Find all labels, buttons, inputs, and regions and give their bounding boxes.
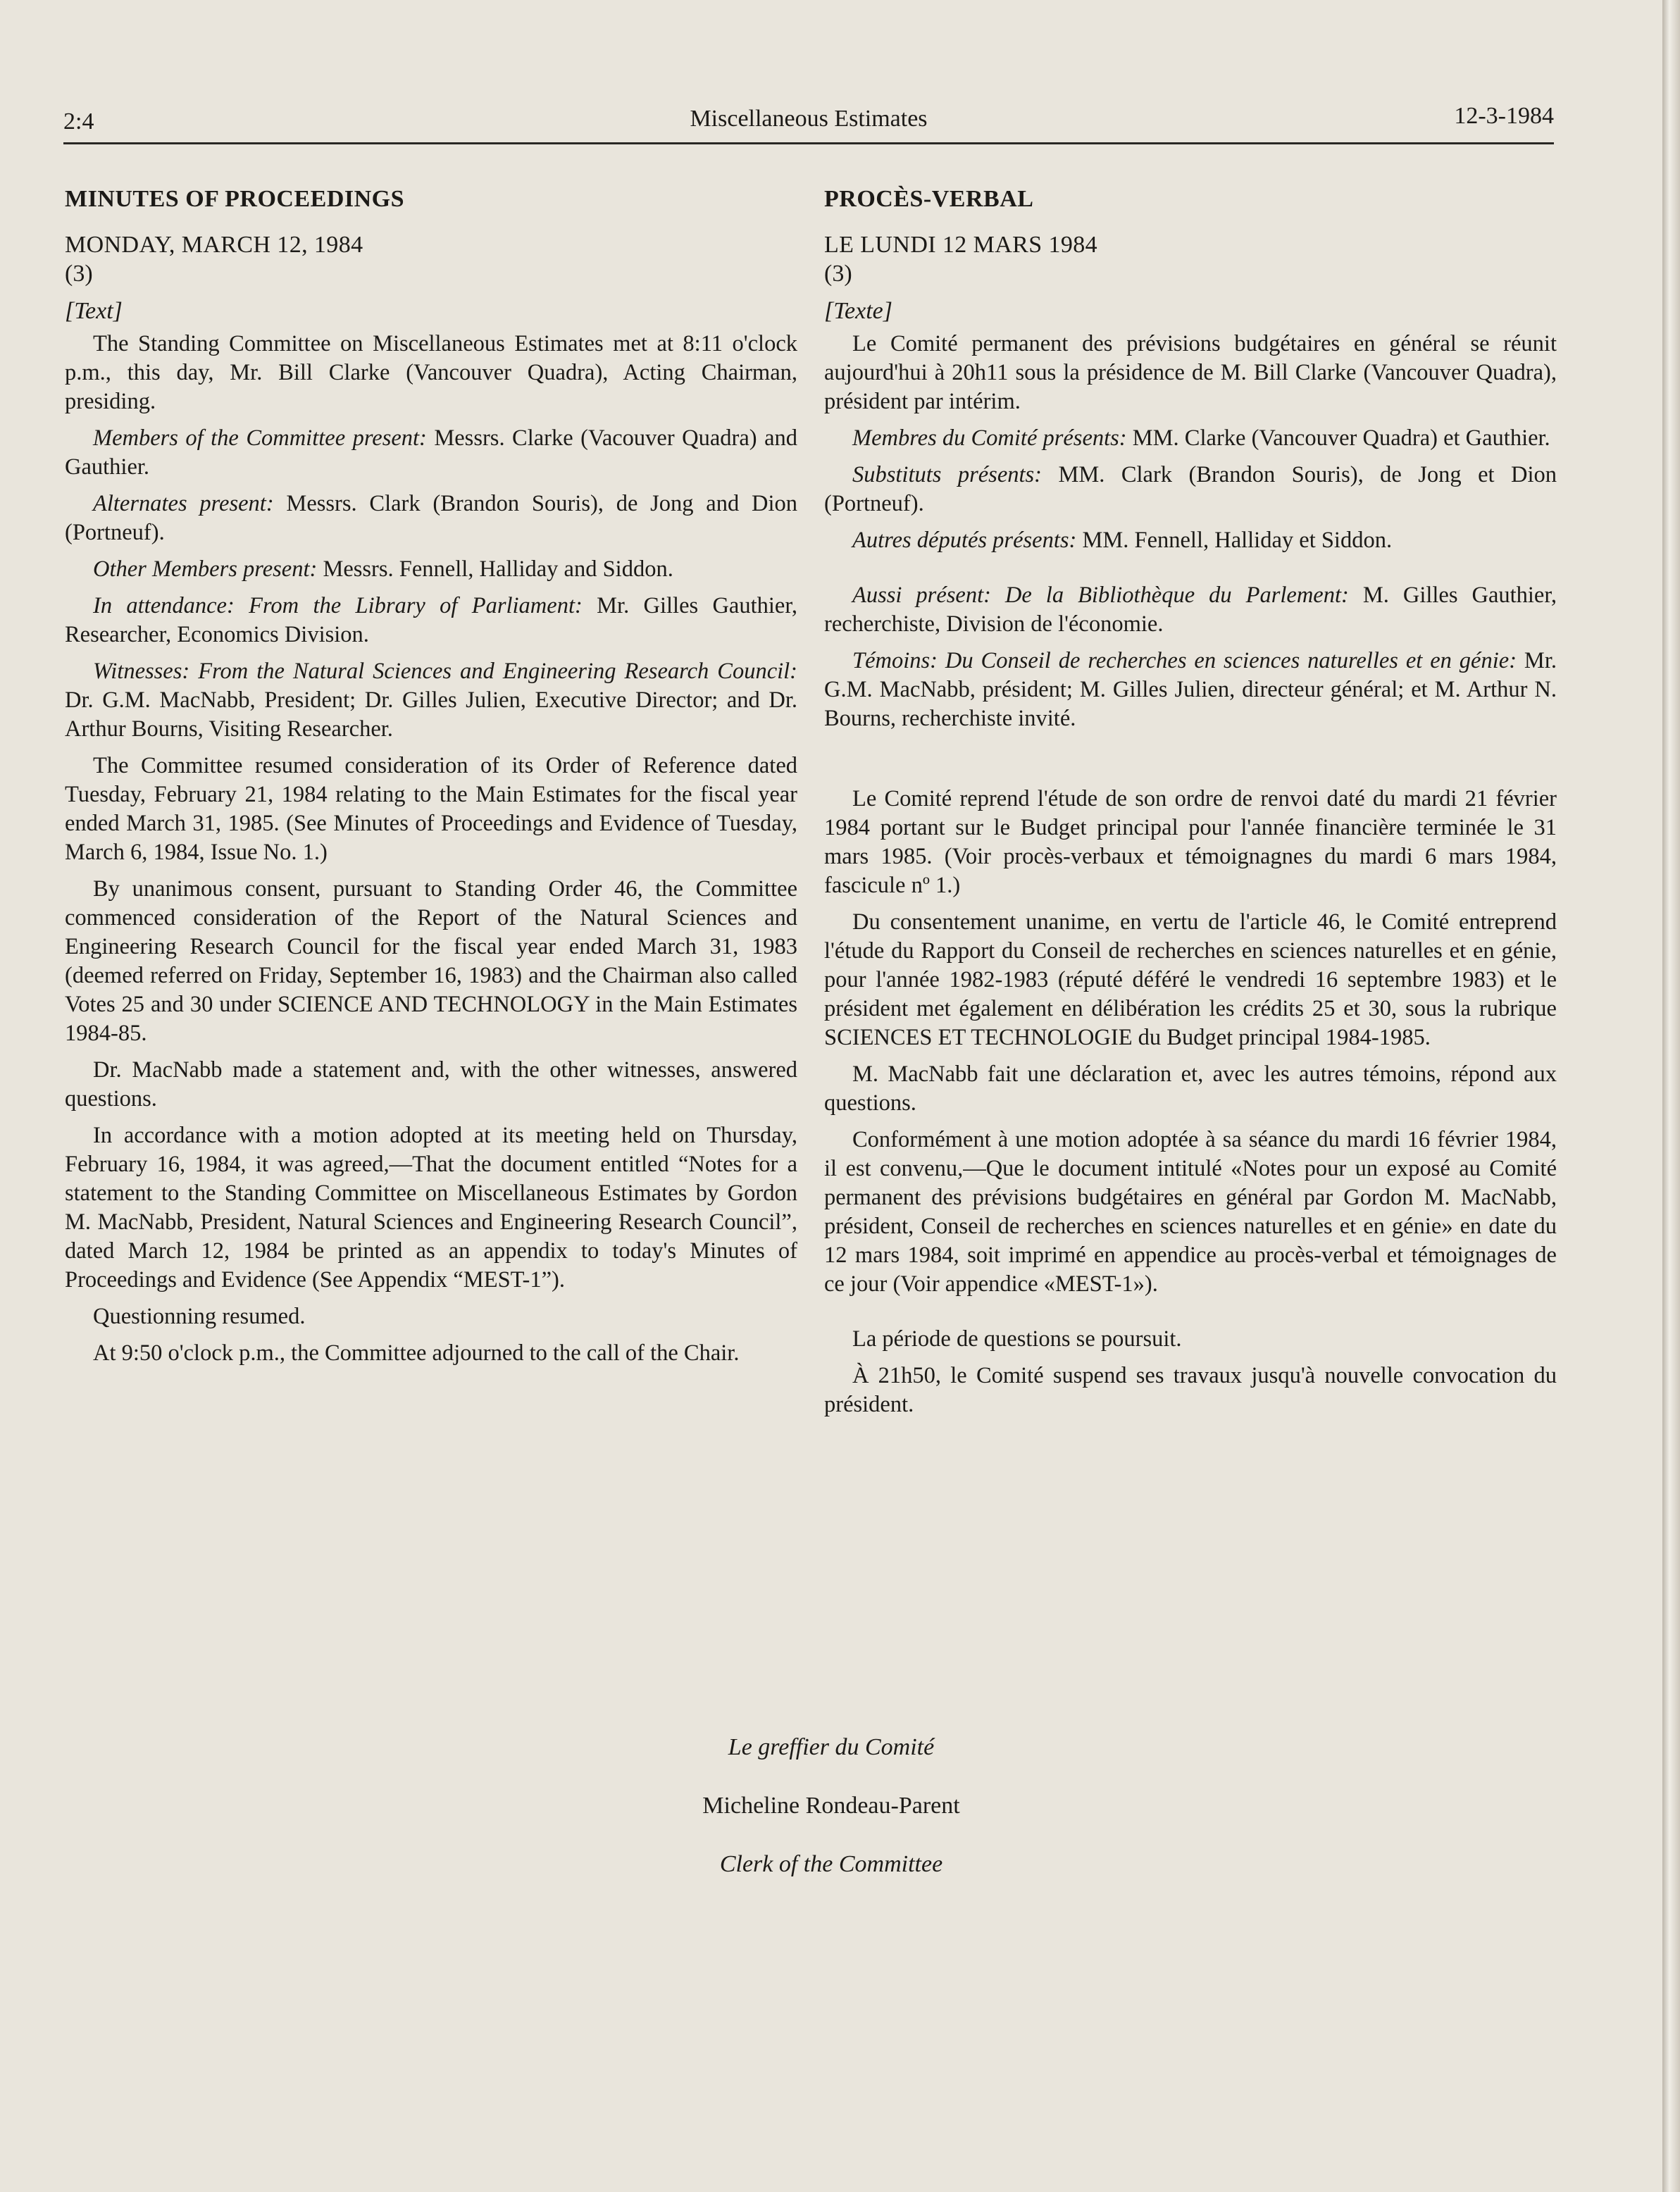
english-motion-paragraph: In accordance with a motion adopted at its meeting held on Thursday, February 16, 1984, it was agreed,—That the document entitled “Notes for a statement to the Standing Committee on Miscellaneous Estimates by Gordon M. MacNabb, President, Natural Sciences and Engineering Research Council”, dated March 12, 1984 be printed as an appendix to today's Minutes of Proceedings and Evidence (See Appendix “MEST-1”). bbox=[65, 1123, 797, 1293]
french-spacer bbox=[824, 741, 1557, 785]
english-alternates-text: Messrs. Clark (Brandon Souris), de Jong and Dion (Portneuf). bbox=[65, 491, 797, 545]
english-members-label: Members of the Committee present: bbox=[93, 425, 427, 451]
header-date: 12-3-1984 bbox=[1454, 103, 1554, 129]
english-attendance-paragraph bbox=[65, 592, 797, 649]
english-questioning-paragraph: Questionning resumed. bbox=[93, 1304, 306, 1329]
french-alternates-text: MM. Clark (Brandon Souris), de Jong et Dion (Portneuf). bbox=[824, 462, 1557, 516]
english-issue: (3) bbox=[65, 261, 93, 287]
french-attendance-paragraph bbox=[824, 581, 1557, 639]
french-others-paragraph bbox=[824, 526, 1557, 555]
french-questioning-paragraph: La période de questions se poursuit. bbox=[852, 1326, 1182, 1352]
clerk-title-french: Le greffier du Comité bbox=[728, 1734, 935, 1760]
english-date-line: MONDAY, MARCH 12, 1984 bbox=[65, 232, 363, 258]
english-resumed-paragraph: The Committee resumed consideration of its Order of Reference dated Tuesday, February 21, 1984 relating to the Main Estimates for the fiscal year ended March 31, 1985. (See Minutes of Proceedings and Evidence of Tuesday, March 6, 1984, Issue No. 1.) bbox=[65, 753, 797, 865]
english-consent-paragraph: By unanimous consent, pursuant to Standing Order 46, the Committee commenced consideration of the Report of the Natural Sciences and Engineering Research Council for the fiscal year ended March 31, 1983 (deemed referred on Friday, September 16, 1983) and the Chairman also called Votes 25 and 30 under SCIENCE AND TECHNOLOGY in the Main Estimates 1984-85. bbox=[65, 876, 797, 1046]
french-consent-paragraph: Du consentement unanime, en vertu de l'article 46, le Comité entreprend l'étude du Rapport du Conseil de recherches en sciences naturelles et en génie, pour l'année 1982-1983 (réputé déféré le vendredi 16 septembre 1983) et le président met également en délibération les crédits 25 et 30, sous la rubrique SCIENCES ET TECHNOLOGIE du Budget principal 1984-1985. bbox=[824, 909, 1557, 1050]
french-opening-paragraph: Le Comité permanent des prévisions budgétaires en général se réunit aujourd'hui à 20h11 sous la présidence de M. Bill Clarke (Vancouver Quadra), président par intérim. bbox=[824, 331, 1557, 414]
clerk-title-english: Clerk of the Committee bbox=[719, 1851, 943, 1877]
french-others-text: MM. Fennell, Halliday et Siddon. bbox=[1076, 528, 1393, 553]
english-alternates-label: Alternates present: bbox=[93, 491, 274, 516]
french-column bbox=[824, 185, 1557, 1427]
french-date-line: LE LUNDI 12 MARS 1984 bbox=[824, 232, 1098, 258]
english-witnesses-label: Witnesses: From the Natural Sciences and Engineering Research Council: bbox=[93, 659, 797, 684]
english-statement-paragraph: Dr. MacNabb made a statement and, with the other witnesses, answered questions. bbox=[65, 1057, 797, 1111]
french-spacer bbox=[824, 563, 1557, 581]
french-spacer bbox=[824, 1307, 1557, 1325]
english-others-paragraph bbox=[65, 555, 797, 584]
french-motion-paragraph: Conformément à une motion adoptée à sa séance du mardi 16 février 1984, il est convenu,—Que le document intitulé «Notes pour un exposé au Comité permanent des prévisions budgétaires en général par Gordon M. MacNabb, président, Conseil de recherches en sciences naturelles et en génie» en date du 12 mars 1984, soit imprimé en appendice au procès-verbal et témoignages de ce jour (Voir appendice «MEST-1»). bbox=[824, 1127, 1557, 1297]
english-heading: MINUTES OF PROCEEDINGS bbox=[65, 186, 405, 212]
french-witnesses-paragraph bbox=[824, 647, 1557, 733]
english-text-tag: [Text] bbox=[65, 298, 123, 324]
english-witnesses-text: Dr. G.M. MacNabb, President; Dr. Gilles Julien, Executive Director; and Dr. Arthur Bourns, Visiting Researcher. bbox=[65, 687, 797, 742]
page-header bbox=[63, 103, 1554, 137]
page-number: 2:4 bbox=[63, 108, 94, 135]
english-others-text: Messrs. Fennell, Halliday and Siddon. bbox=[317, 556, 673, 582]
english-members-text: Messrs. Clarke (Vacouver Quadra) and Gauthier. bbox=[65, 425, 797, 480]
english-opening-paragraph: The Standing Committee on Miscellaneous Estimates met at 8:11 o'clock p.m., this day, Mr. Bill Clarke (Vancouver Quadra), Acting Chairman, presiding. bbox=[65, 331, 797, 414]
french-attendance-text: M. Gilles Gauthier, recherchiste, Division de l'économie. bbox=[824, 583, 1557, 637]
french-others-label: Autres députés présents: bbox=[852, 528, 1077, 553]
french-statement-paragraph: M. MacNabb fait une déclaration et, avec les autres témoins, répond aux questions. bbox=[824, 1061, 1557, 1116]
header-rule bbox=[63, 142, 1554, 144]
english-adjourned-paragraph: At 9:50 o'clock p.m., the Committee adjourned to the call of the Chair. bbox=[93, 1340, 740, 1366]
english-column bbox=[65, 185, 797, 1376]
english-alternates-paragraph bbox=[65, 490, 797, 547]
french-members-paragraph bbox=[824, 424, 1557, 453]
english-attendance-text: Mr. Gilles Gauthier, Researcher, Economics Division. bbox=[65, 593, 797, 647]
french-members-label: Membres du Comité présents: bbox=[852, 425, 1127, 451]
page-binding-edge bbox=[1662, 0, 1680, 2192]
french-resumed-paragraph: Le Comité reprend l'étude de son ordre de renvoi daté du mardi 21 février 1984 portant sur le Budget principal pour l'année financière terminée le 31 mars 1985. (Voir procès-verbaux et témoignagnes du mardi 6 mars 1984, fascicule nº 1.) bbox=[824, 786, 1557, 898]
english-attendance-label: In attendance: From the Library of Parliament: bbox=[93, 593, 583, 618]
french-heading: PROCÈS-VERBAL bbox=[824, 186, 1034, 212]
french-witnesses-text: Mr. G.M. MacNabb, président; M. Gilles Julien, directeur général; et M. Arthur N. Bourns, recherchiste invité. bbox=[824, 648, 1557, 731]
french-alternates-paragraph bbox=[824, 461, 1557, 518]
french-alternates-label: Substituts présents: bbox=[852, 462, 1043, 487]
french-text-tag: [Texte] bbox=[824, 298, 892, 324]
running-title: Miscellaneous Estimates bbox=[690, 106, 928, 132]
french-witnesses-label: Témoins: Du Conseil de recherches en sciences naturelles et en génie: bbox=[852, 648, 1517, 673]
french-adjourned-paragraph: À 21h50, le Comité suspend ses travaux jusqu'à nouvelle convocation du président. bbox=[824, 1363, 1557, 1417]
english-others-label: Other Members present: bbox=[93, 556, 318, 582]
french-attendance-label: Aussi présent: De la Bibliothèque du Parlement: bbox=[852, 583, 1349, 608]
english-members-paragraph bbox=[65, 424, 797, 482]
signature-block bbox=[0, 1733, 1662, 1908]
french-members-text: MM. Clarke (Vancouver Quadra) et Gauthier. bbox=[1126, 425, 1550, 451]
french-issue: (3) bbox=[824, 261, 852, 287]
clerk-name: Micheline Rondeau-Parent bbox=[702, 1793, 960, 1819]
english-witnesses-paragraph bbox=[65, 657, 797, 744]
